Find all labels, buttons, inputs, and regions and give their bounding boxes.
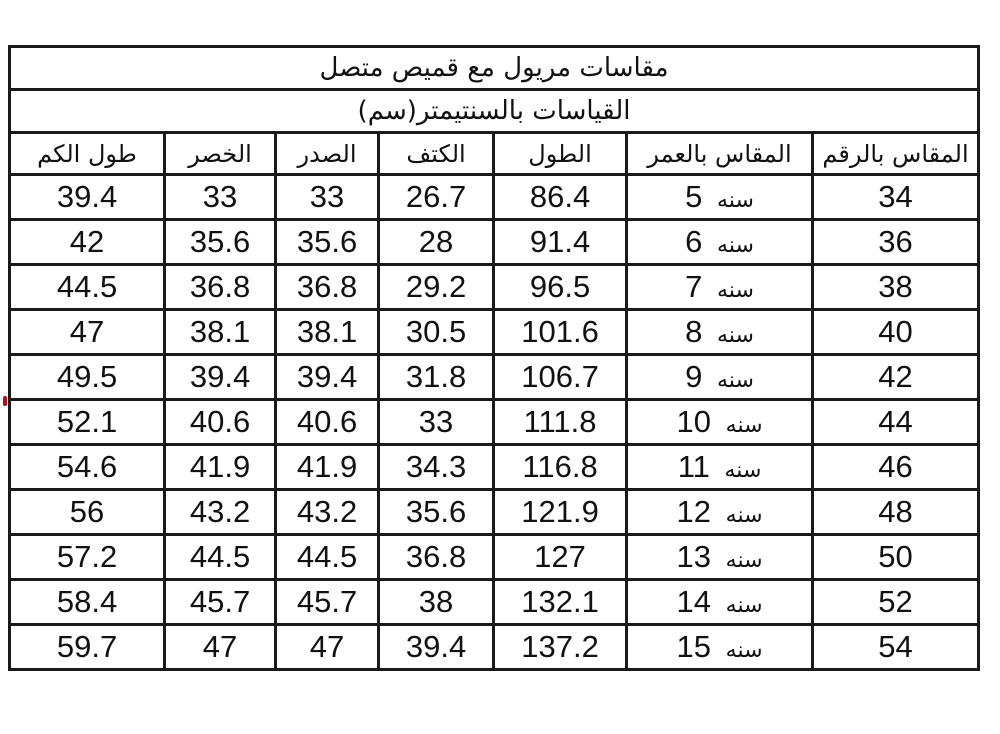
cell-sleeve-length: 42 [10, 220, 165, 265]
cell-shoulder: 38 [379, 580, 494, 625]
cell-size-number: 50 [813, 535, 979, 580]
cell-sleeve-length: 54.6 [10, 445, 165, 490]
age-word: سنه [725, 503, 763, 528]
cell-shoulder: 29.2 [379, 265, 494, 310]
age-word: سنه [717, 323, 754, 348]
cell-size-age [627, 535, 813, 580]
cell-chest: 38.1 [276, 310, 379, 355]
header-waist: الخصر [165, 133, 276, 175]
cell-shoulder: 36.8 [379, 535, 494, 580]
cell-chest: 35.6 [276, 220, 379, 265]
cell-length: 86.4 [494, 175, 627, 220]
cell-sleeve-length: 49.5 [10, 355, 165, 400]
cell-length: 106.7 [494, 355, 627, 400]
age-word: سنه [725, 638, 763, 663]
cell-length: 127 [494, 535, 627, 580]
cell-waist: 44.5 [165, 535, 276, 580]
cell-sleeve-length: 44.5 [10, 265, 165, 310]
age-number: 12 [676, 494, 712, 529]
cell-shoulder: 33 [379, 400, 494, 445]
age-word: سنه [717, 233, 754, 258]
cell-waist: 35.6 [165, 220, 276, 265]
cell-shoulder: 28 [379, 220, 494, 265]
age-word: سنه [717, 278, 754, 303]
cell-length: 91.4 [494, 220, 627, 265]
cell-size-age [627, 445, 813, 490]
cell-waist: 38.1 [165, 310, 276, 355]
cell-chest: 44.5 [276, 535, 379, 580]
age-word: سنه [724, 458, 762, 483]
header-shoulder: الكتف [379, 133, 494, 175]
cell-chest: 43.2 [276, 490, 379, 535]
cell-size-age [627, 490, 813, 535]
cell-length: 132.1 [494, 580, 627, 625]
cell-waist: 36.8 [165, 265, 276, 310]
cell-sleeve-length: 57.2 [10, 535, 165, 580]
margin-mark [3, 396, 7, 406]
header-length: الطول [494, 133, 627, 175]
size-chart [8, 45, 977, 690]
cell-size-age [627, 175, 813, 220]
cell-size-age [627, 310, 813, 355]
cell-size-number: 40 [813, 310, 979, 355]
cell-sleeve-length: 47 [10, 310, 165, 355]
cell-size-age [627, 355, 813, 400]
cell-chest: 41.9 [276, 445, 379, 490]
cell-sleeve-length: 59.7 [10, 625, 165, 670]
age-number: 7 [685, 269, 703, 304]
table-title: مقاسات مريول مع قميص متصل [10, 47, 979, 90]
cell-shoulder: 30.5 [379, 310, 494, 355]
age-number: 10 [676, 404, 712, 439]
cell-length: 96.5 [494, 265, 627, 310]
cell-waist: 33 [165, 175, 276, 220]
table-row [10, 265, 979, 310]
cell-size-number: 52 [813, 580, 979, 625]
cell-size-number: 36 [813, 220, 979, 265]
table-row [10, 220, 979, 265]
header-sleeve-length: طول الكم [10, 133, 165, 175]
age-number: 5 [685, 179, 703, 214]
table-row [10, 310, 979, 355]
cell-sleeve-length: 56 [10, 490, 165, 535]
cell-waist: 40.6 [165, 400, 276, 445]
cell-size-age [627, 580, 813, 625]
cell-waist: 45.7 [165, 580, 276, 625]
cell-length: 111.8 [494, 400, 627, 445]
cell-length: 101.6 [494, 310, 627, 355]
cell-size-age [627, 265, 813, 310]
cell-size-number: 42 [813, 355, 979, 400]
table-row [10, 490, 979, 535]
header-size-number: المقاس بالرقم [813, 133, 979, 175]
cell-size-age [627, 625, 813, 670]
cell-sleeve-length: 58.4 [10, 580, 165, 625]
size-table [8, 45, 980, 671]
age-number: 11 [677, 449, 710, 484]
table-subtitle: القياسات بالسنتيمتر(سم) [10, 90, 979, 133]
age-number: 8 [685, 314, 703, 349]
table-row [10, 355, 979, 400]
cell-chest: 33 [276, 175, 379, 220]
table-row [10, 175, 979, 220]
cell-length: 116.8 [494, 445, 627, 490]
header-size-age: المقاس بالعمر [627, 133, 813, 175]
cell-waist: 39.4 [165, 355, 276, 400]
cell-chest: 39.4 [276, 355, 379, 400]
age-number: 14 [676, 584, 712, 619]
cell-chest: 45.7 [276, 580, 379, 625]
cell-size-age [627, 400, 813, 445]
cell-size-number: 44 [813, 400, 979, 445]
cell-sleeve-length: 52.1 [10, 400, 165, 445]
cell-chest: 36.8 [276, 265, 379, 310]
cell-chest: 47 [276, 625, 379, 670]
cell-shoulder: 26.7 [379, 175, 494, 220]
cell-waist: 47 [165, 625, 276, 670]
cell-shoulder: 31.8 [379, 355, 494, 400]
cell-size-number: 46 [813, 445, 979, 490]
cell-sleeve-length: 39.4 [10, 175, 165, 220]
cell-size-number: 38 [813, 265, 979, 310]
table-row [10, 400, 979, 445]
cell-size-number: 48 [813, 490, 979, 535]
age-number: 6 [685, 224, 703, 259]
header-chest: الصدر [276, 133, 379, 175]
age-number: 9 [685, 359, 703, 394]
table-row [10, 580, 979, 625]
table-row [10, 625, 979, 670]
cell-size-number: 54 [813, 625, 979, 670]
age-number: 15 [676, 629, 712, 664]
cell-chest: 40.6 [276, 400, 379, 445]
cell-length: 121.9 [494, 490, 627, 535]
table-row [10, 445, 979, 490]
cell-size-age [627, 220, 813, 265]
age-number: 13 [676, 539, 712, 574]
age-word: سنه [717, 188, 754, 213]
age-word: سنه [725, 548, 763, 573]
cell-waist: 43.2 [165, 490, 276, 535]
age-word: سنه [725, 593, 763, 618]
cell-shoulder: 34.3 [379, 445, 494, 490]
cell-waist: 41.9 [165, 445, 276, 490]
age-word: سنه [717, 368, 754, 393]
cell-shoulder: 35.6 [379, 490, 494, 535]
cell-length: 137.2 [494, 625, 627, 670]
cell-shoulder: 39.4 [379, 625, 494, 670]
age-word: سنه [725, 413, 763, 438]
header-row [10, 133, 979, 175]
table-row [10, 535, 979, 580]
cell-size-number: 34 [813, 175, 979, 220]
